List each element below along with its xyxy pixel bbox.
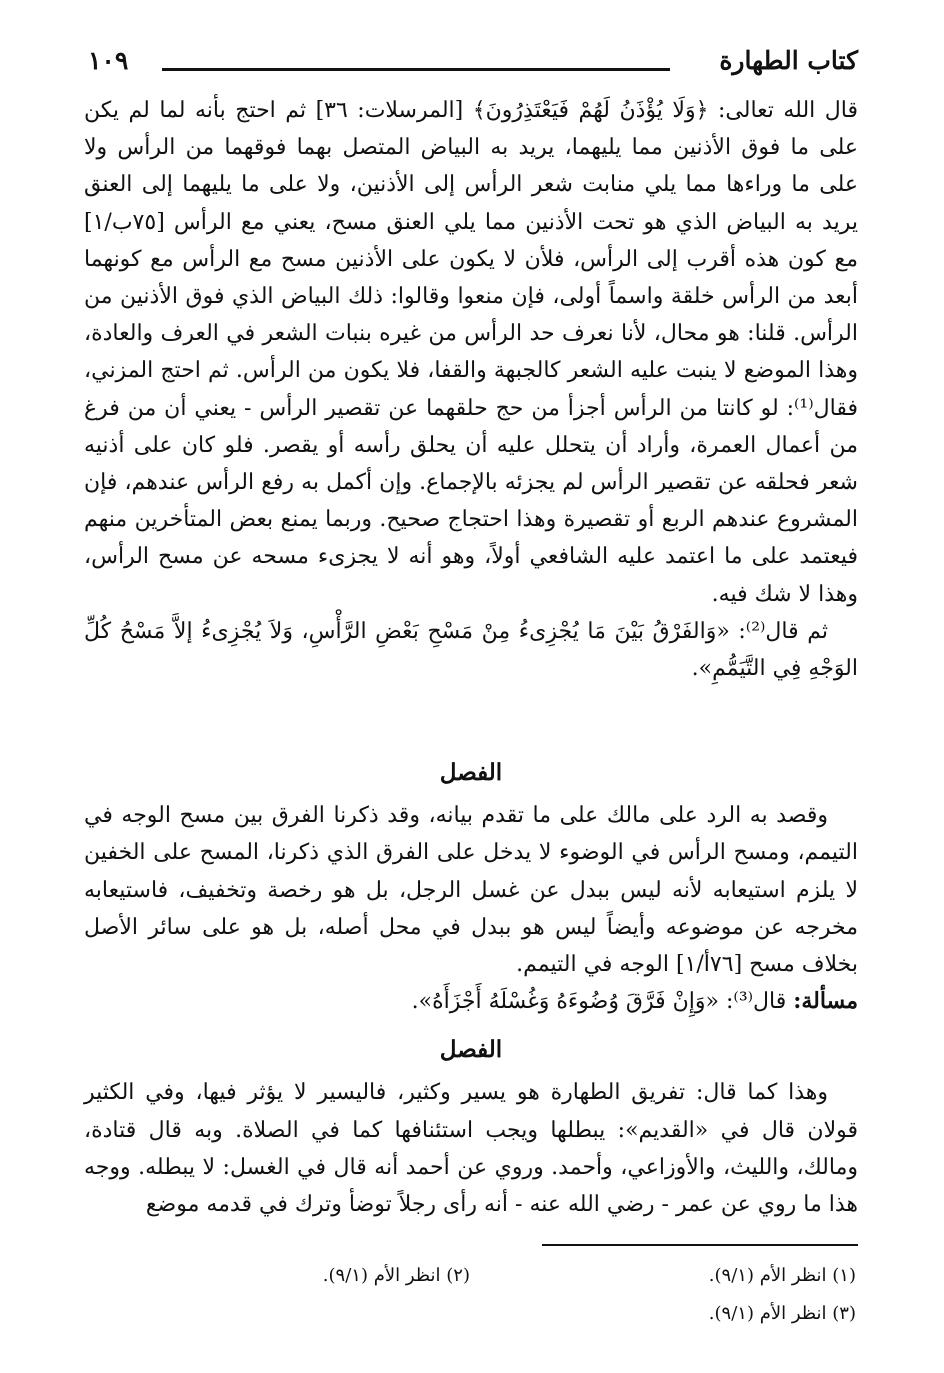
issue-paragraph (84, 983, 858, 1020)
footnote-rule (542, 1244, 858, 1246)
main-text (84, 92, 858, 1223)
running-header (80, 40, 858, 84)
issue-label: مسألة: (793, 988, 858, 1015)
section-title: الفصل (439, 759, 503, 787)
footnote: (٢) انظر الأم (٩/١). (322, 1265, 470, 1286)
spacer (84, 1020, 858, 1030)
paragraph: قال الله تعالى: ﴿وَلَا يُؤْذَنُ لَهُمْ فَيَعْتَذِرُونَ﴾ [المرسلات: ٣٦] ثم احتج بأنه لما لم يكن على ما فوق الأذنين مما يليهما، يريد به البياض المتصل بهما فوقهما من الرأس ولا على ما وراءها مما يلي منابت شعر الرأس إلى الأذنين، ولا على ما يليهما إلى العنق يريد به البياض الذي هو تحت الأذنين مما يلي العنق مسح، يعني مع الرأس [٧٥ب/١] مع كون هذه أقرب إلى الرأس، فلأن لا يكون على الأذنين مسح مع الرأس مع كونهما أبعد من الرأس خلقة واسماً أولى، فإن منعوا وقالوا: ذلك البياض الذي فوق الأذنين من الرأس. قلنا: هو محال، لأنا نعرف حد الرأس من غيره بنبات الشعر في العرف والعادة، وهذا الموضع لا ينبت عليه الشعر كالجبهة والقفا، فلا يكون من الرأس. ثم احتج المزني، فقال⁽¹⁾: لو كانتا من الرأس أجزأ من حج حلقهما عن تقصير الرأس - يعني أن من فرغ من أعمال العمرة، وأراد أن يتحلل عليه أن يحلق رأسه أو يقصر. فلو كان على أذنيه شعر فحلقه عن تقصير الرأس لم يجزئه بالإجماع. وإن أكمل به رفع الرأس عندهم، فإن المشروع عندهم الربع أو تقصيرة وهذا احتجاج صحيح. وربما يمنع بعض المتأخرين منهم فيعتمد على ما اعتمد عليه الشافعي أولاً، وهو أنه لا يجزىء مسحه عن مسح الرأس، وهذا لا شك فيه. (84, 98, 858, 607)
page-number: ١٠٩ (88, 46, 129, 75)
paragraph: وقصد به الرد على مالك على ما تقدم بيانه، وقد ذكرنا الفرق بين مسح الوجه في التيمم، ومسح الرأس في الوضوء لا يدخل على الفرق الذي ذكرنا، المسح على الخفين لا يلزم استيعابه لأنه ليس ببدل عن غسل الرجل، بل هو رخصة وتخفيف، فاستيعابه مخرجه عن موضوعه وأيضاً ليس هو ببدل في محل أصله، بل هو على سائر الأصل بخلاف مسح [٧٦أ/١] الوجه في التيمم. (84, 803, 858, 978)
footnote: (١) انظر الأم (٩/١). (708, 1265, 856, 1286)
paragraph: وهذا كما قال: تفريق الطهارة هو يسير وكثير، فاليسير لا يؤثر فيها، وفي الكثير قولان قال في «القديم»: يبطلها ويجب استئنافها كما في الصلاة. وبه قال قتادة، ومالك، والليث، والأوزاعي، وأحمد. وروي عن أحمد أنه قال في الغسل: لا يبطله. ووجه هذا ما روي عن عمر - رضي الله عنه - أنه رأى رجلاً توضأ وترك في قدمه موضع (84, 1080, 858, 1218)
spacer (84, 687, 858, 753)
book-title: كتاب الطهارة (719, 46, 858, 75)
section-title: الفصل (439, 1036, 503, 1064)
issue-text: قال⁽³⁾: «وَإِنْ فَرَّقَ وُضُوءَهُ وَغُسْلَهُ أَجْزَأَهُ». (411, 989, 787, 1015)
footnote: (٣) انظر الأم (٩/١). (708, 1303, 856, 1324)
paragraph: ثم قال⁽²⁾: «وَالفَرْقُ بَيْنَ مَا يُجْزِىءُ مِنْ مَسْحِ بَعْضِ الرَّأْسِ، وَلاَ يُجْزِىءُ إلاَّ مَسْحُ كُلِّ الوَجْهِ فِي التَّيَمُّمِ». (84, 618, 858, 682)
header-rule (162, 68, 670, 71)
